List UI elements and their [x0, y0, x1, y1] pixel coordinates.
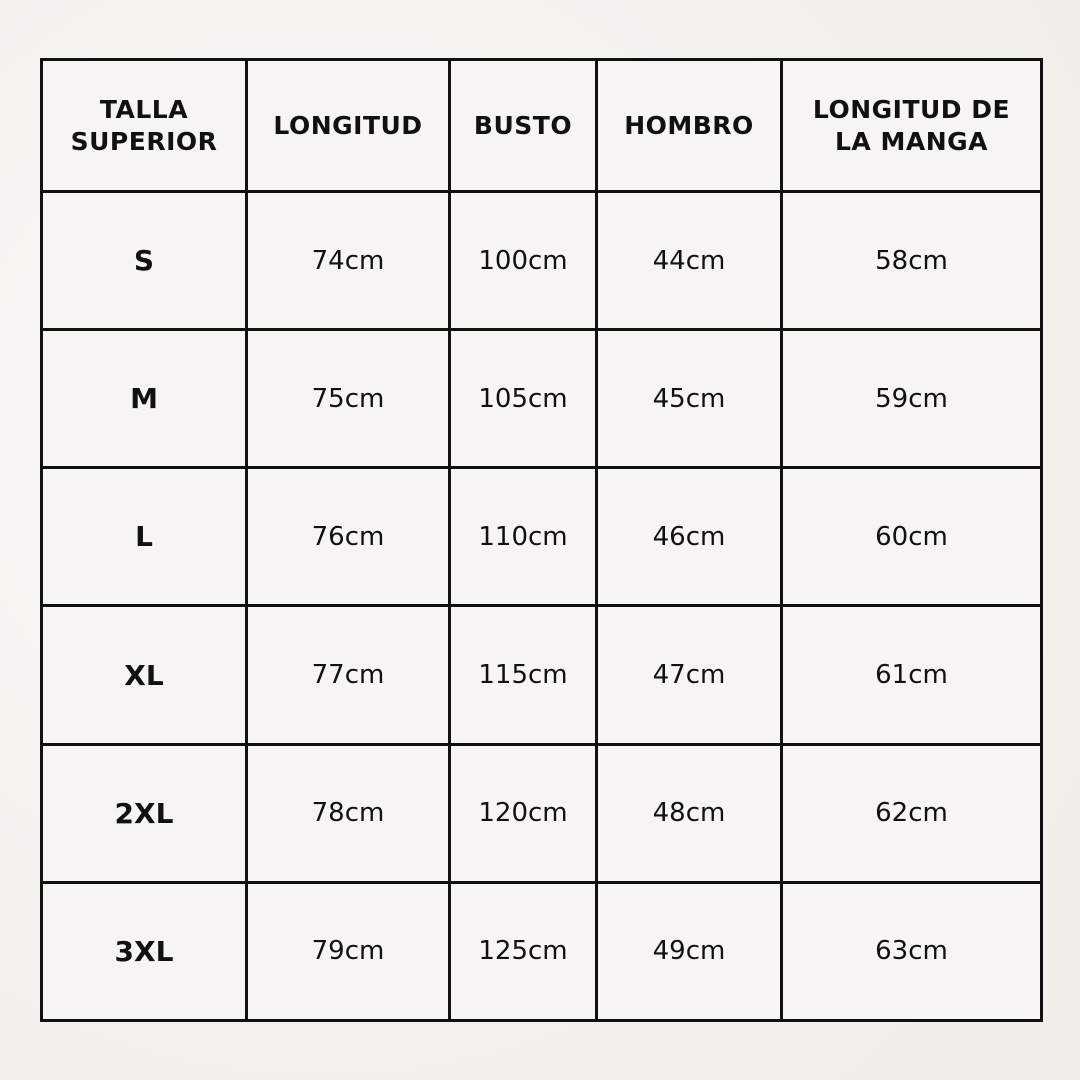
manga-cell: 61cm — [782, 606, 1042, 744]
longitud-cell: 75cm — [247, 330, 450, 468]
table-row — [42, 882, 1042, 1020]
table-row — [42, 744, 1042, 882]
longitud-cell: 76cm — [247, 468, 450, 606]
manga-cell: 62cm — [782, 744, 1042, 882]
longitud-cell: 78cm — [247, 744, 450, 882]
longitud-cell: 74cm — [247, 192, 450, 330]
header-longitud: LONGITUD — [247, 60, 450, 192]
size-cell: 3XL — [42, 882, 247, 1020]
hombro-cell: 46cm — [597, 468, 782, 606]
header-longitud-manga: LONGITUD DE LA MANGA — [782, 60, 1042, 192]
size-chart-table — [40, 58, 1043, 1022]
manga-cell: 58cm — [782, 192, 1042, 330]
busto-cell: 115cm — [450, 606, 597, 744]
busto-cell: 125cm — [450, 882, 597, 1020]
manga-cell: 60cm — [782, 468, 1042, 606]
size-cell: S — [42, 192, 247, 330]
hombro-cell: 44cm — [597, 192, 782, 330]
busto-cell: 105cm — [450, 330, 597, 468]
hombro-cell: 45cm — [597, 330, 782, 468]
size-cell: XL — [42, 606, 247, 744]
hombro-cell: 48cm — [597, 744, 782, 882]
header-talla-superior: TALLA SUPERIOR — [42, 60, 247, 192]
table-row — [42, 606, 1042, 744]
size-cell: L — [42, 468, 247, 606]
manga-cell: 59cm — [782, 330, 1042, 468]
table-row — [42, 192, 1042, 330]
header-row — [42, 60, 1042, 192]
longitud-cell: 77cm — [247, 606, 450, 744]
size-cell: M — [42, 330, 247, 468]
busto-cell: 110cm — [450, 468, 597, 606]
busto-cell: 100cm — [450, 192, 597, 330]
hombro-cell: 49cm — [597, 882, 782, 1020]
table-row — [42, 468, 1042, 606]
table-row — [42, 330, 1042, 468]
busto-cell: 120cm — [450, 744, 597, 882]
hombro-cell: 47cm — [597, 606, 782, 744]
manga-cell: 63cm — [782, 882, 1042, 1020]
header-hombro: HOMBRO — [597, 60, 782, 192]
longitud-cell: 79cm — [247, 882, 450, 1020]
size-cell: 2XL — [42, 744, 247, 882]
header-busto: BUSTO — [450, 60, 597, 192]
